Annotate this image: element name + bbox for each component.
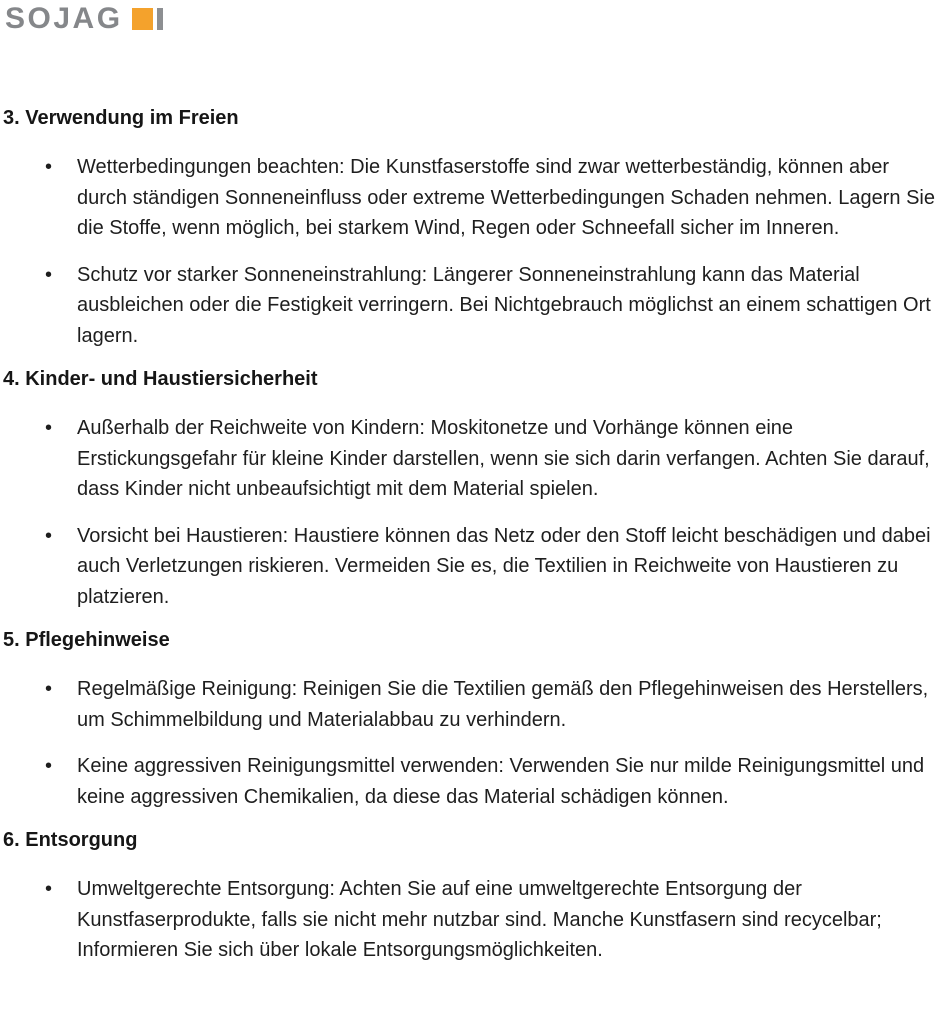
bullet-list xyxy=(3,413,940,612)
bullet-item: • Regelmäßige Reinigung: Reinigen Sie die Textilien gemäß den Pflegehinweisen des Herstellers, um Schimmelbildung und Materialabbau zu verhindern. xyxy=(77,674,940,735)
section-verwendung-im-freien xyxy=(3,106,940,351)
bullet-item: • Schutz vor starker Sonneneinstrahlung: Längerer Sonneneinstrahlung kann das Material ausbleichen oder die Festigkeit verringern. Bei Nichtgebrauch möglichst an einem schattigen Ort lagern. xyxy=(77,260,940,352)
section-heading: 5. Pflegehinweise xyxy=(3,629,170,651)
section-entsorgung xyxy=(3,828,940,966)
bullet-list xyxy=(3,674,940,812)
section-heading: 3. Verwendung im Freien xyxy=(3,107,239,129)
bullet-item: • Wetterbedingungen beachten: Die Kunstfaserstoffe sind zwar wetterbeständig, können aber durch ständigen Sonneneinfluss oder extreme Wetterbedingungen Schaden nehmen. Lagern Sie die Stoffe, wenn möglich, bei starkem Wind, Regen oder Schneefall sicher im Inneren. xyxy=(77,152,940,244)
logo-wordmark: SOJAG xyxy=(5,2,123,35)
section-heading: 4. Kinder- und Haustiersicherheit xyxy=(3,368,318,390)
bullet-list xyxy=(3,152,940,351)
bullet-item: • Keine aggressiven Reinigungsmittel verwenden: Verwenden Sie nur milde Reinigungsmittel und keine aggressiven Chemikalien, da diese das Material schädigen können. xyxy=(77,751,940,812)
bullet-list xyxy=(3,874,940,966)
bullet-item: • Umweltgerechte Entsorgung: Achten Sie auf eine umweltgerechte Entsorgung der Kunstfaserprodukte, falls sie nicht mehr nutzbar sind. Manche Kunstfasern sind recycelbar; Informieren Sie sich über lokale Entsorgungsmöglichkeiten. xyxy=(77,874,940,966)
logo-orange-square-icon xyxy=(132,8,153,30)
brand-logo xyxy=(0,0,940,34)
bullet-item: • Außerhalb der Reichweite von Kindern: Moskitonetze und Vorhänge können eine Erstickungsgefahr für kleine Kinder darstellen, wenn sie sich darin verfangen. Achten Sie darauf, dass Kinder nicht unbeaufsichtigt mit dem Material spielen. xyxy=(77,413,940,505)
section-pflegehinweise xyxy=(3,628,940,812)
section-heading: 6. Entsorgung xyxy=(3,829,138,851)
bullet-item: • Vorsicht bei Haustieren: Haustiere können das Netz oder den Stoff leicht beschädigen und dabei auch Verletzungen riskieren. Vermeiden Sie es, die Textilien in Reichweite von Haustieren zu platzieren. xyxy=(77,521,940,613)
section-kinder-und-haustiersicherheit xyxy=(3,367,940,612)
logo-gray-bar-icon xyxy=(157,8,163,30)
document-content xyxy=(0,34,940,966)
